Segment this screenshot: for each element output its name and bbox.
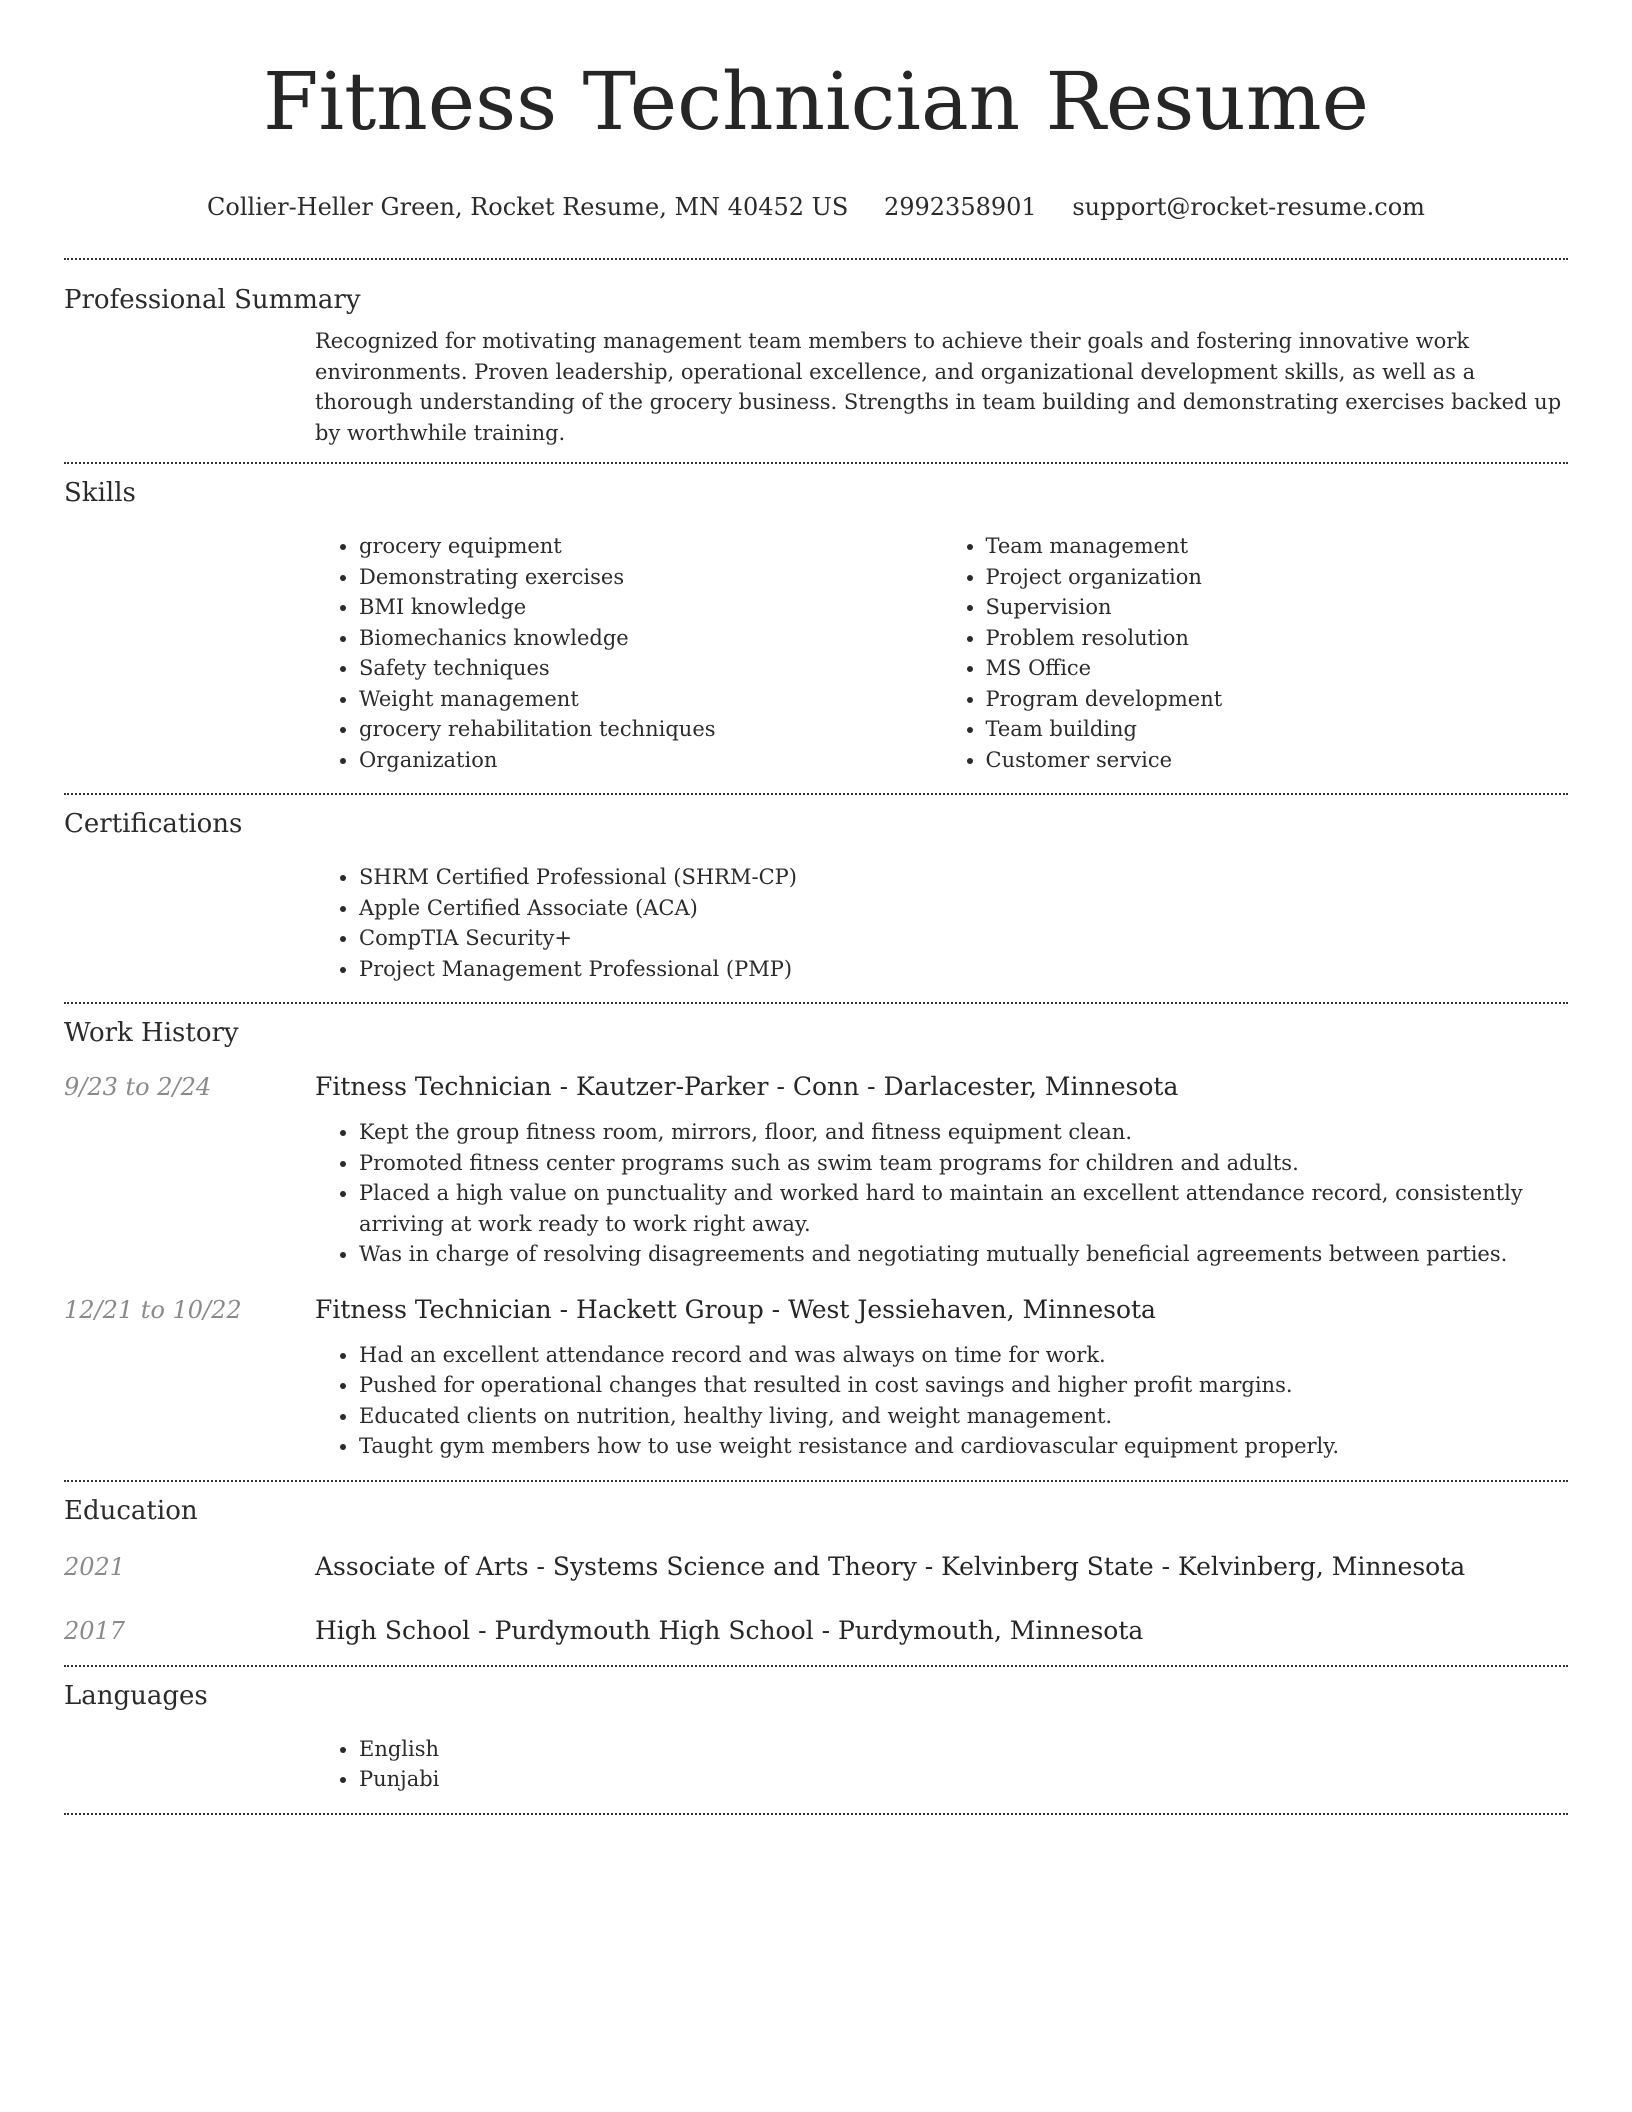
list-item: • Placed a high value on punctuality and worked hard to maintain an excellent attendance record, consistently arriving at work ready to work right away. — [359, 1178, 1568, 1239]
job-bullets — [315, 1117, 1568, 1270]
skills-section — [64, 464, 1568, 793]
education-heading: Education — [64, 1495, 198, 1526]
languages-list — [315, 1734, 1568, 1795]
list-item: • Project organization — [986, 562, 1569, 593]
education-year: 2021 — [64, 1552, 126, 1581]
list-item: • English — [359, 1734, 1568, 1765]
list-item: • Taught gym members how to use weight resistance and cardiovascular equipment properly. — [359, 1431, 1568, 1462]
contact-line — [64, 192, 1568, 222]
list-item: • grocery rehabilitation techniques — [359, 714, 942, 745]
list-item: • Program development — [986, 684, 1569, 715]
list-item: • BMI knowledge — [359, 592, 942, 623]
certifications-list — [315, 862, 1568, 984]
list-item: • Weight management — [359, 684, 942, 715]
list-item: • Safety techniques — [359, 653, 942, 684]
languages-section — [64, 1667, 1568, 1813]
skills-list-left — [315, 531, 942, 775]
list-item: • Kept the group fitness room, mirrors, floor, and fitness equipment clean. — [359, 1117, 1568, 1148]
divider — [64, 1813, 1568, 1815]
list-item: • Problem resolution — [986, 623, 1569, 654]
contact-phone: 2992358901 — [883, 193, 1037, 221]
job-entry — [64, 1071, 1568, 1270]
skills-list-right — [942, 531, 1569, 775]
education-year: 2017 — [64, 1616, 126, 1645]
summary-heading: Professional Summary — [64, 285, 361, 315]
education-section — [64, 1482, 1568, 1647]
education-title: High School - Purdymouth High School - Purdymouth, Minnesota — [315, 1615, 1144, 1645]
list-item: • MS Office — [986, 653, 1569, 684]
work-history-section — [64, 1004, 1568, 1462]
list-item: • Team management — [986, 531, 1569, 562]
list-item: • Had an excellent attendance record and was always on time for work. — [359, 1340, 1568, 1371]
job-dates: 9/23 to 2/24 — [64, 1073, 212, 1101]
job-title: Fitness Technician - Kautzer-Parker - Conn - Darlacester, Minnesota — [315, 1072, 1179, 1101]
contact-address: Collier-Heller Green, Rocket Resume, MN 40452 US — [207, 193, 849, 221]
list-item: • Customer service — [986, 745, 1569, 776]
work-history-heading: Work History — [64, 1018, 239, 1048]
contact-email: support@rocket-resume.com — [1072, 193, 1425, 221]
list-item: • Punjabi — [359, 1764, 1568, 1795]
certifications-section — [64, 795, 1568, 1002]
job-entry — [64, 1294, 1568, 1462]
languages-heading: Languages — [64, 1680, 208, 1711]
summary-text: Recognized for motivating management team members to achieve their goals and fostering innovative work environments. Proven leadership, operational excellence, and organizational development skills, as well as a thorough understanding of the grocery business. Strengths in team building and demonstrating exercises backed up by worthwhile training. — [315, 329, 1562, 445]
list-item: • CompTIA Security+ — [359, 923, 1568, 954]
list-item: • Demonstrating exercises — [359, 562, 942, 593]
skills-heading: Skills — [64, 478, 136, 508]
job-title: Fitness Technician - Hackett Group - West Jessiehaven, Minnesota — [315, 1294, 1156, 1324]
list-item: • Project Management Professional (PMP) — [359, 954, 1568, 985]
list-item: • Pushed for operational changes that resulted in cost savings and higher profit margins. — [359, 1370, 1568, 1401]
education-entry — [64, 1551, 1568, 1583]
list-item: • grocery equipment — [359, 531, 942, 562]
education-entry — [64, 1615, 1568, 1647]
job-bullets — [315, 1340, 1568, 1462]
list-item: • Biomechanics knowledge — [359, 623, 942, 654]
list-item: • Educated clients on nutrition, healthy living, and weight management. — [359, 1401, 1568, 1432]
list-item: • Organization — [359, 745, 942, 776]
certifications-heading: Certifications — [64, 809, 243, 839]
summary-section — [64, 260, 1568, 448]
education-title: Associate of Arts - Systems Science and Theory - Kelvinberg State - Kelvinberg, Minnesota — [315, 1551, 1466, 1581]
list-item: • Team building — [986, 714, 1569, 745]
list-item: • SHRM Certified Professional (SHRM-CP) — [359, 862, 1568, 893]
list-item: • Apple Certified Associate (ACA) — [359, 893, 1568, 924]
resume-title: Fitness Technician Resume — [263, 55, 1369, 148]
list-item: • Supervision — [986, 592, 1569, 623]
job-dates: 12/21 to 10/22 — [64, 1295, 242, 1324]
list-item: • Promoted fitness center programs such as swim team programs for children and adults. — [359, 1148, 1568, 1179]
list-item: • Was in charge of resolving disagreements and negotiating mutually beneficial agreements between parties. — [359, 1239, 1568, 1270]
